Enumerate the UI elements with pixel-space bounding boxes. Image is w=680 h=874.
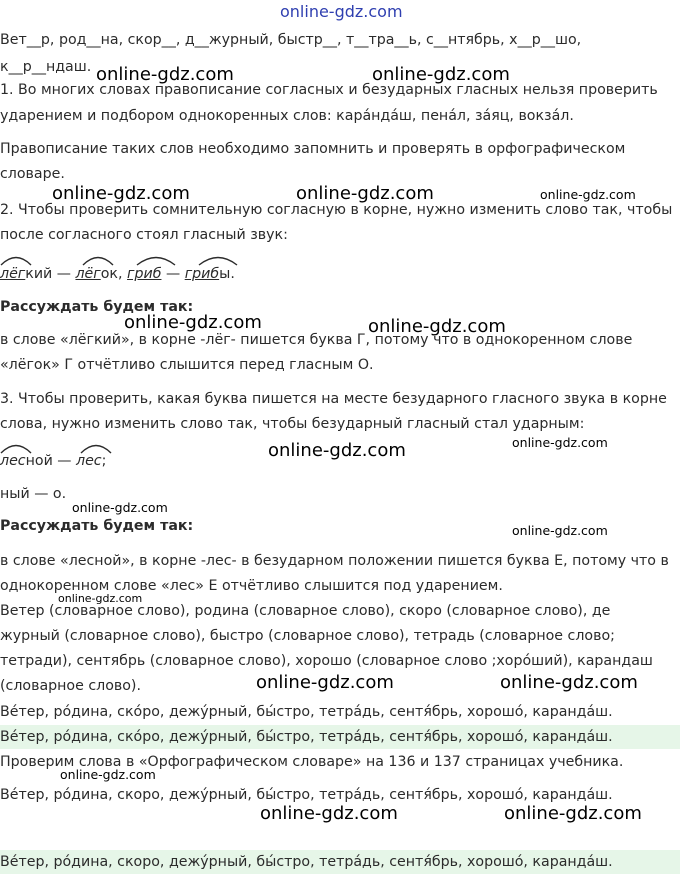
root-grib-1: гриб xyxy=(127,266,162,282)
watermark: online-gdz.com xyxy=(540,187,636,202)
answer-line-4: (словарное слово). xyxy=(0,678,141,694)
header-watermark: online-gdz.com xyxy=(280,2,403,21)
root-arc-1 xyxy=(0,252,32,266)
reasoning-2-line-1: в слове «лесной», в корне -лес- в безударном положении пишется буква Е, потому что в xyxy=(0,553,669,569)
reasoning-heading-1: Рассуждать будем так: xyxy=(0,299,194,315)
watermark: online-gdz.com xyxy=(72,500,168,515)
root-arc-3 xyxy=(136,252,176,266)
watermark: online-gdz.com xyxy=(500,672,638,693)
rule-1-line-4: словаре. xyxy=(0,166,65,182)
watermark: online-gdz.com xyxy=(512,523,608,538)
watermark: online-gdz.com xyxy=(60,767,156,782)
ending-ok: ок, xyxy=(100,266,128,282)
reasoning-1-line-2: «лёгок» Г отчётливо слышится перед гласным О. xyxy=(0,357,374,373)
watermark: online-gdz.com xyxy=(268,440,406,461)
rule-1-line-1: 1. Во многих словах правописание согласных и безударных гласных нельзя проверить xyxy=(0,82,658,98)
watermark: online-gdz.com xyxy=(58,592,143,605)
example-root-words-1 xyxy=(0,264,678,284)
root-arc-6 xyxy=(80,440,112,454)
stressed-words-line: Ве́тер, ро́дина, ско́ро, дежу́рный, бы́стро, тетра́дь, сентя́брь, хорошо́, каранда́ш. xyxy=(0,704,613,720)
root-arc-5 xyxy=(0,440,32,454)
rule-1-line-2: ударением и подбором однокоренных слов: кара́нда́ш, пена́л, за́яц, вокза́л. xyxy=(0,108,574,124)
answer-line-1: Ветер (словарное слово), родина (словарное слово), скоро (словарное слово), де xyxy=(0,603,611,619)
reasoning-2-line-2: однокоренном слове «лес» Е отчётливо слышится под ударением. xyxy=(0,578,503,594)
watermark: online-gdz.com xyxy=(256,672,394,693)
stressed-words-highlight-1: Ве́тер, ро́дина, ско́ро, дежу́рный, бы́стро, тетра́дь, сентя́брь, хорошо́, каранда́ш. xyxy=(0,729,613,745)
root-arc-4 xyxy=(198,252,238,266)
root-grib-2: гриб xyxy=(184,266,220,282)
rule-3-line-1: 3. Чтобы проверить, какая буква пишется на месте безударного гласного звука в корне xyxy=(0,391,667,407)
root-les-2: лес xyxy=(76,453,102,469)
example-tail: ный — о. xyxy=(0,486,67,502)
root-les-1: лес xyxy=(0,453,26,469)
dash: — xyxy=(161,266,185,282)
ending-kiy: кий — xyxy=(25,266,76,282)
dictionary-check-line: Проверим слова в «Орфографическом словаре» на 136 и 137 страницах учебника. xyxy=(0,754,624,770)
watermark: online-gdz.com xyxy=(52,183,190,204)
watermark: online-gdz.com xyxy=(96,64,234,85)
watermark: online-gdz.com xyxy=(512,435,608,450)
rule-2-line-1: 2. Чтобы проверить сомнительную согласную в корне, нужно изменить слово так, чтобы xyxy=(0,202,673,218)
watermark: online-gdz.com xyxy=(504,803,642,824)
watermark: online-gdz.com xyxy=(296,183,434,204)
reasoning-1-line-1: в слове «лёгкий», в корне -лёг- пишется буква Г, потому что в однокоренном слове xyxy=(0,332,633,348)
ending-y: ы. xyxy=(219,266,235,282)
dictionary-words-line: Ве́тер, ро́дина, скоро, дежу́рный, бы́стро, тетра́дь, сентя́брь, хорошо́, каранда́ш. xyxy=(0,787,613,803)
rule-3-line-2: слова, нужно изменить слово так, чтобы безударный гласный стал ударным: xyxy=(0,416,585,432)
ending-noy: ной — xyxy=(25,453,76,469)
watermark: online-gdz.com xyxy=(124,312,262,333)
root-lyog-2: лёг xyxy=(75,266,101,282)
exercise-line-2: к__р__ндаш. xyxy=(0,59,92,75)
answer-line-2: журный (словарное слово), быстро (словарное слово), тетрадь (словарное слово; xyxy=(0,628,615,644)
stressed-words-highlight-2: Ве́тер, ро́дина, скоро, дежу́рный, бы́стро, тетра́дь, сентя́брь, хорошо́, каранда́ш. xyxy=(0,854,613,870)
watermark: online-gdz.com xyxy=(372,64,510,85)
watermark: online-gdz.com xyxy=(368,316,506,337)
watermark: online-gdz.com xyxy=(260,803,398,824)
exercise-line-1: Вет__р, род__на, скор__, д__журный, быстр__, т__тра__ь, с__нтябрь, х__р__шо, xyxy=(0,32,582,48)
root-lyog-1: лёг xyxy=(0,266,26,282)
rule-1-line-3: Правописание таких слов необходимо запомнить и проверять в орфографическом xyxy=(0,141,626,157)
semicolon: ; xyxy=(101,453,107,469)
root-arc-2 xyxy=(82,252,114,266)
rule-2-line-2: после согласного стоял гласный звук: xyxy=(0,227,288,243)
reasoning-heading-2: Рассуждать будем так: xyxy=(0,518,194,534)
answer-line-3: тетради), сентябрь (словарное слово), хорошо (словарное слово ;хоро́ший), карандаш xyxy=(0,653,653,669)
